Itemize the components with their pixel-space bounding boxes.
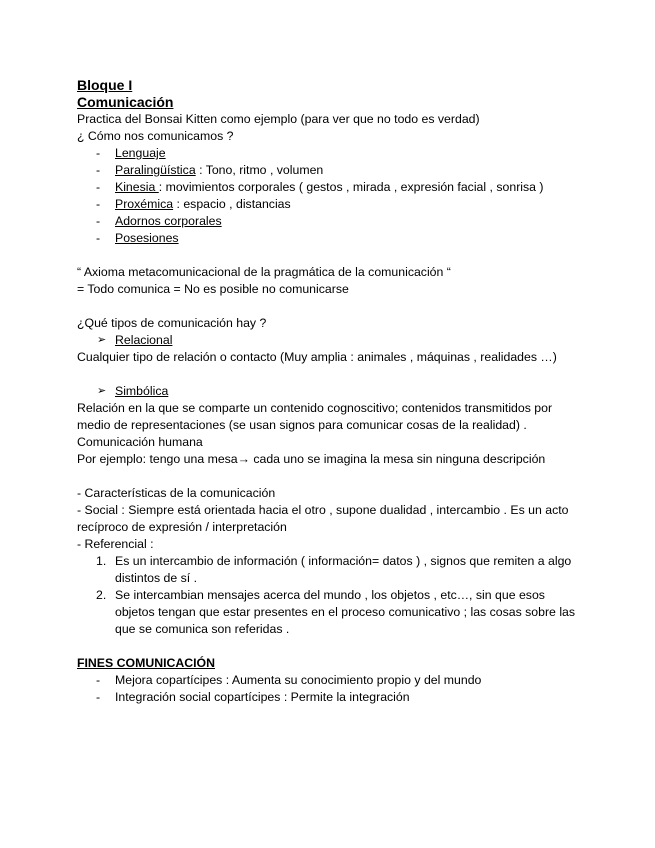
referencial-list	[77, 553, 582, 638]
list-item-term: Proxémica	[115, 197, 174, 211]
comunicacion-humana: Comunicación humana	[77, 435, 203, 449]
arrow-bullet-icon: ➢	[97, 385, 107, 397]
dash-bullet: -	[96, 214, 101, 228]
list-item	[77, 145, 582, 162]
axiom-line: “ Axioma metacomunicacional de la pragmática de la comunicación “	[77, 265, 451, 279]
dash-bullet: -	[96, 690, 101, 704]
list-item	[77, 196, 582, 213]
spacer	[77, 638, 582, 655]
list-number: 1.	[96, 554, 107, 568]
dash-bullet: -	[96, 197, 101, 211]
list-item-text: Es un intercambio de información ( información= datos ) , signos que remiten a algo distintos de sí .	[115, 554, 572, 585]
list-item-term: Adornos corporales	[115, 214, 222, 228]
dash-bullet: -	[96, 180, 101, 194]
list-item-text: Mejora copartícipes : Aumenta su conocimiento propio y del mundo	[115, 673, 482, 687]
list-item	[77, 230, 582, 247]
fines-list	[77, 672, 582, 706]
simbolica-item	[77, 383, 582, 400]
list-item	[77, 162, 582, 179]
simbolica-desc: Relación en la que se comparte un contenido cognoscitivo; contenidos transmitidos por medio de representaciones (se usan signos para comunicar cosas de la realidad) .	[77, 401, 553, 432]
spacer	[77, 468, 582, 485]
dash-bullet: -	[96, 146, 101, 160]
spacer	[77, 366, 582, 383]
spacer	[77, 298, 582, 315]
social-line: - Social : Siempre está orientada hacia el otro , supone dualidad , intercambio . Es un acto recíproco de expresión / interpretación	[77, 503, 569, 534]
list-item	[77, 689, 582, 706]
relacional-item	[77, 332, 582, 349]
arrow-bullet-icon: ➢	[97, 334, 107, 346]
list-item	[77, 672, 582, 689]
comm-list	[77, 145, 582, 247]
relacional-desc: Cualquier tipo de relación o contacto (Muy amplia : animales , máquinas , realidades …)	[77, 350, 557, 364]
section-title: Comunicación	[77, 94, 174, 110]
dash-bullet: -	[96, 231, 101, 245]
dash-bullet: -	[96, 163, 101, 177]
list-item	[77, 553, 582, 587]
document-body	[77, 77, 582, 706]
list-item	[77, 213, 582, 230]
dash-bullet: -	[96, 673, 101, 687]
spacer	[77, 247, 582, 264]
list-item-term: Kinesia	[115, 180, 159, 194]
list-item-text: Se intercambian mensajes acerca del mundo , los objetos , etc…, sin que esos objetos tengan que estar presentes en el proceso comunicativo ; las cosas sobre las que se comunica son referidas .	[115, 588, 576, 636]
caracteristicas-line: - Características de la comunicación	[77, 486, 276, 500]
list-item-desc: : movimientos corporales ( gestos , mirada , expresión facial , sonrisa )	[158, 180, 544, 194]
simbolica-label: Simbólica	[115, 384, 169, 398]
list-item-term: Lenguaje	[115, 146, 166, 160]
list-item-term: Paralingüística	[115, 163, 196, 177]
intro-line: Practica del Bonsai Kitten como ejemplo (para ver que no todo es verdad)	[77, 112, 480, 126]
question-como-nos-comunicamos: ¿ Cómo nos comunicamos ?	[77, 129, 234, 143]
ejemplo-line: Por ejemplo: tengo una mesa→ cada uno se imagina la mesa sin ninguna descripción	[77, 452, 546, 466]
referencial-line: - Referencial :	[77, 537, 154, 551]
list-item	[77, 179, 582, 196]
list-item-text: Integración social copartícipes : Permite la integración	[115, 690, 410, 704]
bloque-title: Bloque I	[77, 77, 133, 93]
list-item-desc: : espacio , distancias	[173, 197, 291, 211]
list-item-desc: : Tono, ritmo , volumen	[195, 163, 324, 177]
list-number: 2.	[96, 588, 107, 602]
relacional-label: Relacional	[115, 333, 173, 347]
list-item	[77, 587, 582, 638]
fines-title: FINES COMUNICACIÓN	[77, 656, 215, 670]
list-item-term: Posesiones	[115, 231, 179, 245]
axiom-result: = Todo comunica = No es posible no comunicarse	[77, 282, 349, 296]
question-tipos: ¿Qué tipos de comunicación hay ?	[77, 316, 267, 330]
